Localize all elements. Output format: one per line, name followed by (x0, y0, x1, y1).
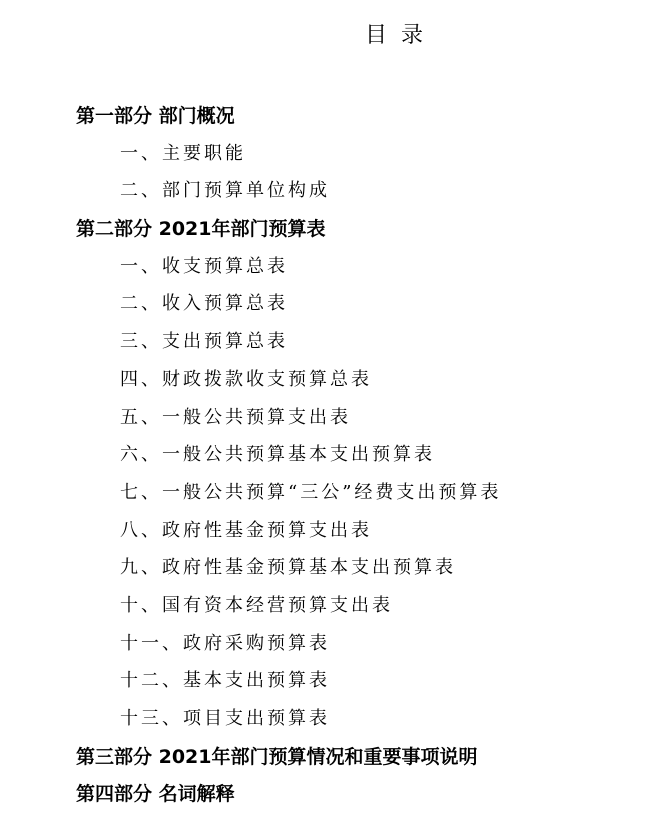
toc-item[interactable]: 二、部门预算单位构成 (120, 180, 330, 202)
toc-part-4[interactable]: 第四部分 名词解释 (76, 783, 235, 806)
toc-part-1[interactable]: 第一部分 部门概况 (76, 105, 235, 127)
toc-item[interactable]: 八、政府性基金预算支出表 (120, 519, 372, 541)
toc-part-2[interactable]: 第二部分 2021年部门预算表 (76, 218, 326, 241)
toc-part-3[interactable]: 第三部分 2021年部门预算情况和重要事项说明 (76, 745, 478, 768)
toc-item[interactable]: 十二、基本支出预算表 (120, 670, 330, 692)
toc-item[interactable]: 五、一般公共预算支出表 (120, 406, 351, 428)
toc-item[interactable]: 六、一般公共预算基本支出预算表 (120, 444, 435, 466)
toc-item[interactable]: 一、收支预算总表 (120, 255, 288, 277)
toc-item[interactable]: 九、政府性基金预算基本支出预算表 (120, 557, 456, 579)
toc-item[interactable]: 十三、项目支出预算表 (120, 708, 330, 729)
toc-item[interactable]: 十一、政府采购预算表 (120, 632, 330, 654)
toc-item[interactable]: 七、一般公共预算“三公”经费支出预算表 (120, 481, 502, 503)
toc-item[interactable]: 一、主要职能 (120, 142, 246, 164)
page-title: 目录 (364, 23, 437, 48)
toc-item[interactable]: 四、财政拨款收支预算总表 (120, 368, 372, 390)
toc-item[interactable]: 十、国有资本经营预算支出表 (120, 594, 393, 616)
toc-item[interactable]: 二、收入预算总表 (120, 293, 288, 315)
table-of-contents (76, 100, 636, 816)
toc-item[interactable]: 三、支出预算总表 (120, 331, 288, 353)
